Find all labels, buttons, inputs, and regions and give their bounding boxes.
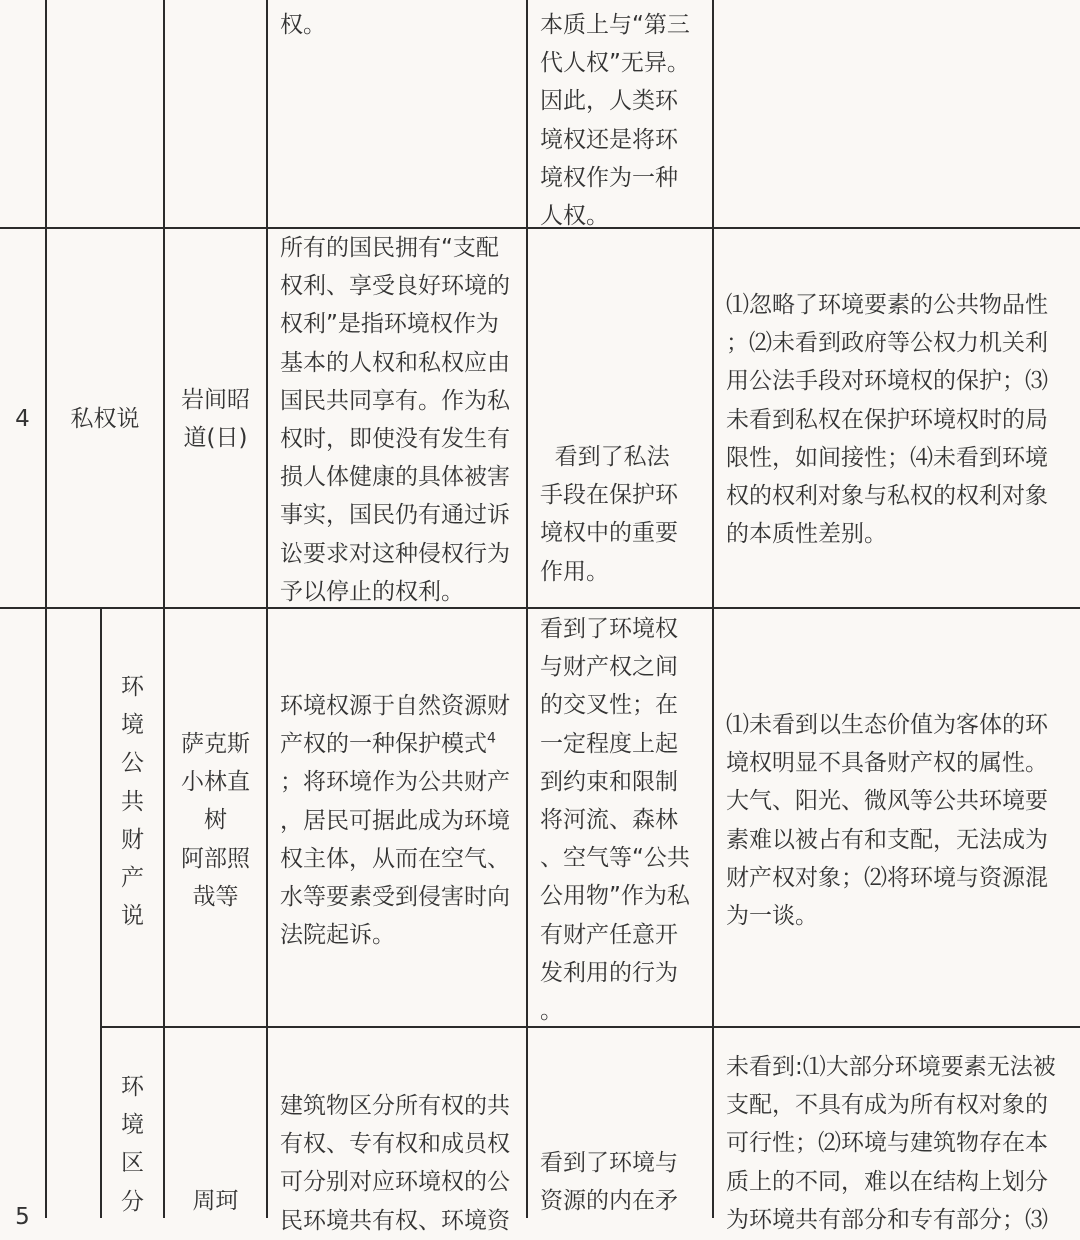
row5b-view-cell: 建筑物区分所有权的共 有权、专有权和成员权 可分别对应环境权的公 民环境共有权、环境资: [280, 1093, 510, 1234]
row5b-scholar: 周珂: [192, 1188, 239, 1214]
row5a-sub-theory: 环 境 公 共 财 产 说: [121, 674, 144, 930]
row5a-flaw-cell: ⑴未看到以生态价值为客体的环 境权明显不具备财产权的属性。 大气、阳光、微风等公共环境要 素难以被占有和支配，无法成为 财产权对象；⑵将环境与资源混 为一谈。: [726, 712, 1048, 930]
table-border-row4-bottom: [0, 607, 1080, 609]
row4-view-cell: 所有的国民拥有“支配 权利、享受良好环境的 权利”是指环境权作为 基本的人权和私权应由 国民共同享有。作为私 权时，即使没有发生有 损人体健康的具体被害 事实，国民仍有通过诉 讼要求对这种侵权行为 予以停止的权利。: [280, 235, 510, 605]
row5b-merit-cell: 看到了环境与 资源的内在矛: [540, 1150, 678, 1215]
row4-flaw-cell: ⑴忽略了环境要素的公共物品性 ；⑵未看到政府等公权力机关利 用公法手段对环境权的保护；⑶ 未看到私权在保护环境权时的局 限性，如间接性；⑷未看到环境 权的权利对象与私权的权利对象 的本质性差别。: [726, 292, 1048, 548]
row4-theory-name: 私权说: [70, 406, 140, 432]
table-border-col6: [712, 0, 714, 1218]
row3-merit-cell: 本质上与“第三 代人权”无异。 因此，人类环 境权还是将环 境权作为一种 人权。: [540, 12, 690, 230]
row4-scholar: 岩间昭 道(日): [181, 387, 250, 452]
footnote-marker: 4: [487, 730, 496, 747]
table-border-col4: [266, 0, 268, 1218]
row3-view-cell: 权。: [280, 12, 326, 38]
row4-merit-cell: 看到了私法 手段在保护环 境权中的重要 作用。: [540, 444, 678, 585]
row5-number: 5: [15, 1204, 30, 1230]
row5b-flaw-cell: 未看到:⑴大部分环境要素无法被 支配，不具有成为所有权对象的 可行性；⑵环境与建筑物存在本 质上的不同，难以在结构上划分 为环境共有部分和专有部分；⑶: [726, 1054, 1056, 1233]
row5a-view-cell: [280, 687, 520, 954]
table-border-col2: [163, 0, 165, 610]
table-border-col5: [526, 0, 528, 1218]
row5b-sub-theory: 环 境 区 分: [121, 1074, 144, 1215]
row5a-view-text-2: ；将环境作为公共财产 ，居民可据此成为环境 权主体，从而在空气、 水等要素受到侵害时向 法院起诉。: [280, 769, 510, 949]
row5a-merit-cell: 看到了环境权 与财产权之间 的交叉性；在 一定程度上起 到约束和限制 将河流、森林 、空气等“公共 公用物”作为私 有财产任意开 发利用的行为 。: [540, 616, 690, 1025]
row5a-view-text-1: 环境权源于自然资源财 产权的一种保护模式: [280, 693, 510, 758]
row5a-scholar: 萨克斯 小林直 树 阿部照 哉等: [181, 731, 250, 910]
table-border-col1: [45, 0, 47, 1218]
row4-number: 4: [15, 406, 30, 432]
